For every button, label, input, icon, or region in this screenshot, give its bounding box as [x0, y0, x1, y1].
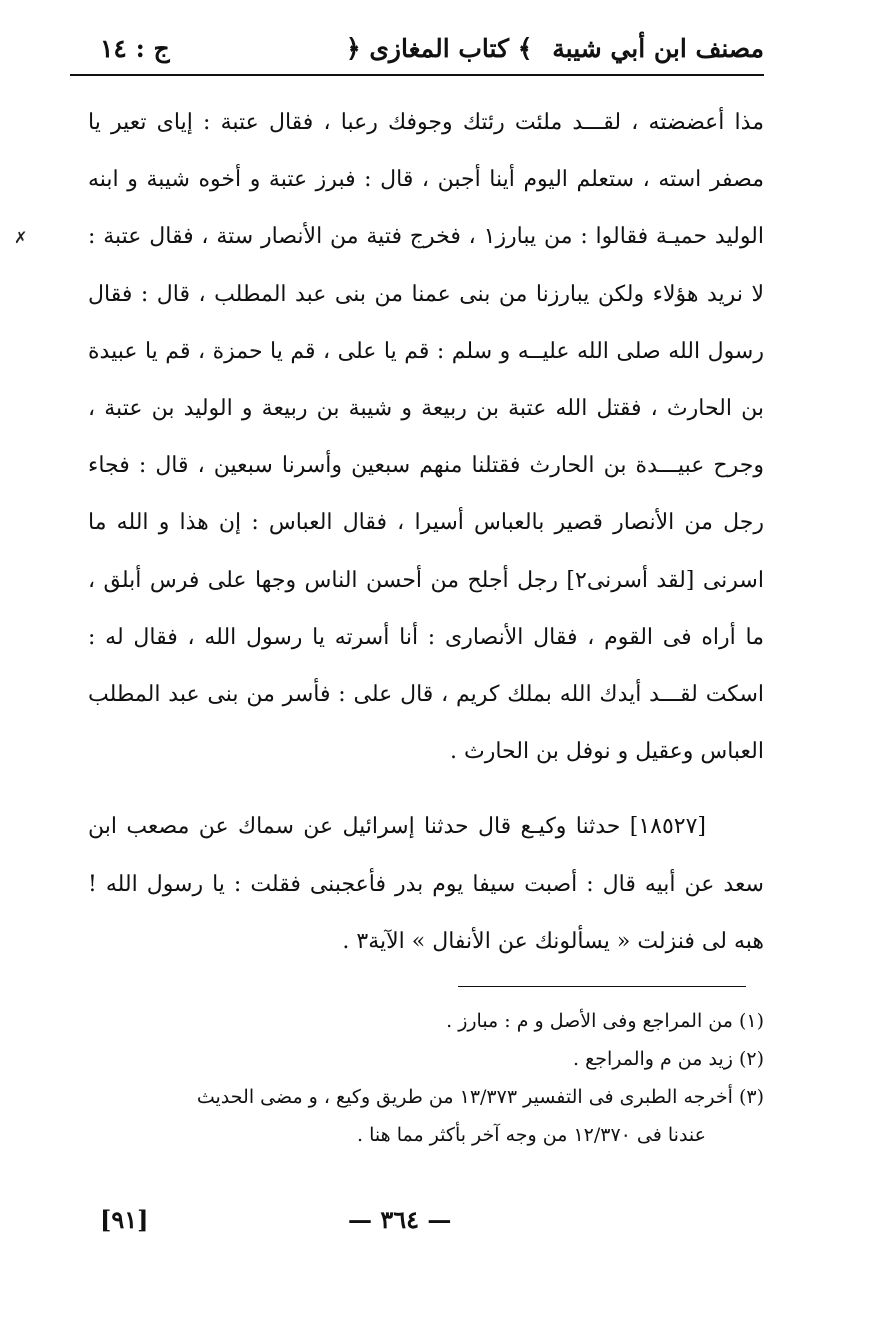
sheet-number: [٩١]: [100, 1205, 149, 1234]
footnote-3: (٣) أخرجه الطبرى فى التفسير ١٣/٣٧٣ من طريق وكيع ، و مضى الحديث: [196, 1086, 764, 1108]
footnotes: [88, 1002, 764, 1154]
paragraph-1: مذا أعضضته ، لقـــد ملئت رئتك وجوفك رعبا ، فقال عتبة : إياى تعير يا مصفر استه ، ستعلم اليوم أينا أجبن ، قال : فبرز عتبة و أخوه شيبة و ابنه الوليد حميـة فقالوا : من يبارز١ ، فخرج فتية من الأنصار ستة ، فقال عتبة : لا نريد هؤلاء ولكن يبارزنا من بنى عمنا من بنى عبد المطلب ، قال : فقال رسول الله صلى الله عليــه و سلم : قم يا على ، قم يا حمزة ، قم يا عبيدة بن الحارث ، فقتل الله عتبة بن ربيعة و شيبة بن ربيعة و الوليد بن عتبة ، وجرح عبيـــدة بن الحارث فقتلنا منهم سبعين وأسرنا سبعين ، قال : فجاء رجل من الأنصار قصير بالعباس أسيرا ، فقال العباس : إن هذا و الله ما اسرنى [لقد أسرنى٢] رجل أجلح من أحسن الناس وجها على فرس أبلق ، ما أراه فى القوم ، فقال الأنصارى : أنا أسرته يا رسول الله ، فقال له : اسكت لقـــد أيدك الله بملك كريم ، قال على : فأسر من بنى عبد المطلب العباس وعقيل و نوفل بن الحارث .: [88, 110, 765, 765]
header-rule: [70, 74, 764, 76]
footnote-3-continuation: عندنا فى ١٢/٣٧٠ من وجه آخر بأكثر مما هنا .: [357, 1124, 706, 1146]
book-title: مصنف ابن أبي شيبة: [552, 34, 764, 63]
footnote-1: (١) من المراجع وفى الأصل و م : مبارز .: [446, 1010, 764, 1032]
footnote-2: (٢) زيد من م والمراجع .: [573, 1048, 764, 1070]
volume-number: ج : ١٤: [100, 34, 170, 63]
page-number: — ٣٦٤ —: [348, 1205, 452, 1234]
margin-mark: ✗: [14, 228, 28, 247]
footnote-rule: [458, 986, 746, 987]
main-text: [88, 94, 764, 970]
chapter-title: ﴿ كتاب المغازى ﴾: [346, 34, 533, 63]
paragraph-2: [١٨٥٢٧] حدثنا وكيـع قال حدثنا إسرائيل عن سماك عن مصعب ابن سعد عن أبيه قال : أصبت سيفا يوم بدر فأعجبنى فقلت : يا رسول الله ! هبه لى فنزلت « يسألونك عن الأنفال » الآية٣ .: [88, 814, 764, 954]
running-header: [96, 28, 764, 74]
